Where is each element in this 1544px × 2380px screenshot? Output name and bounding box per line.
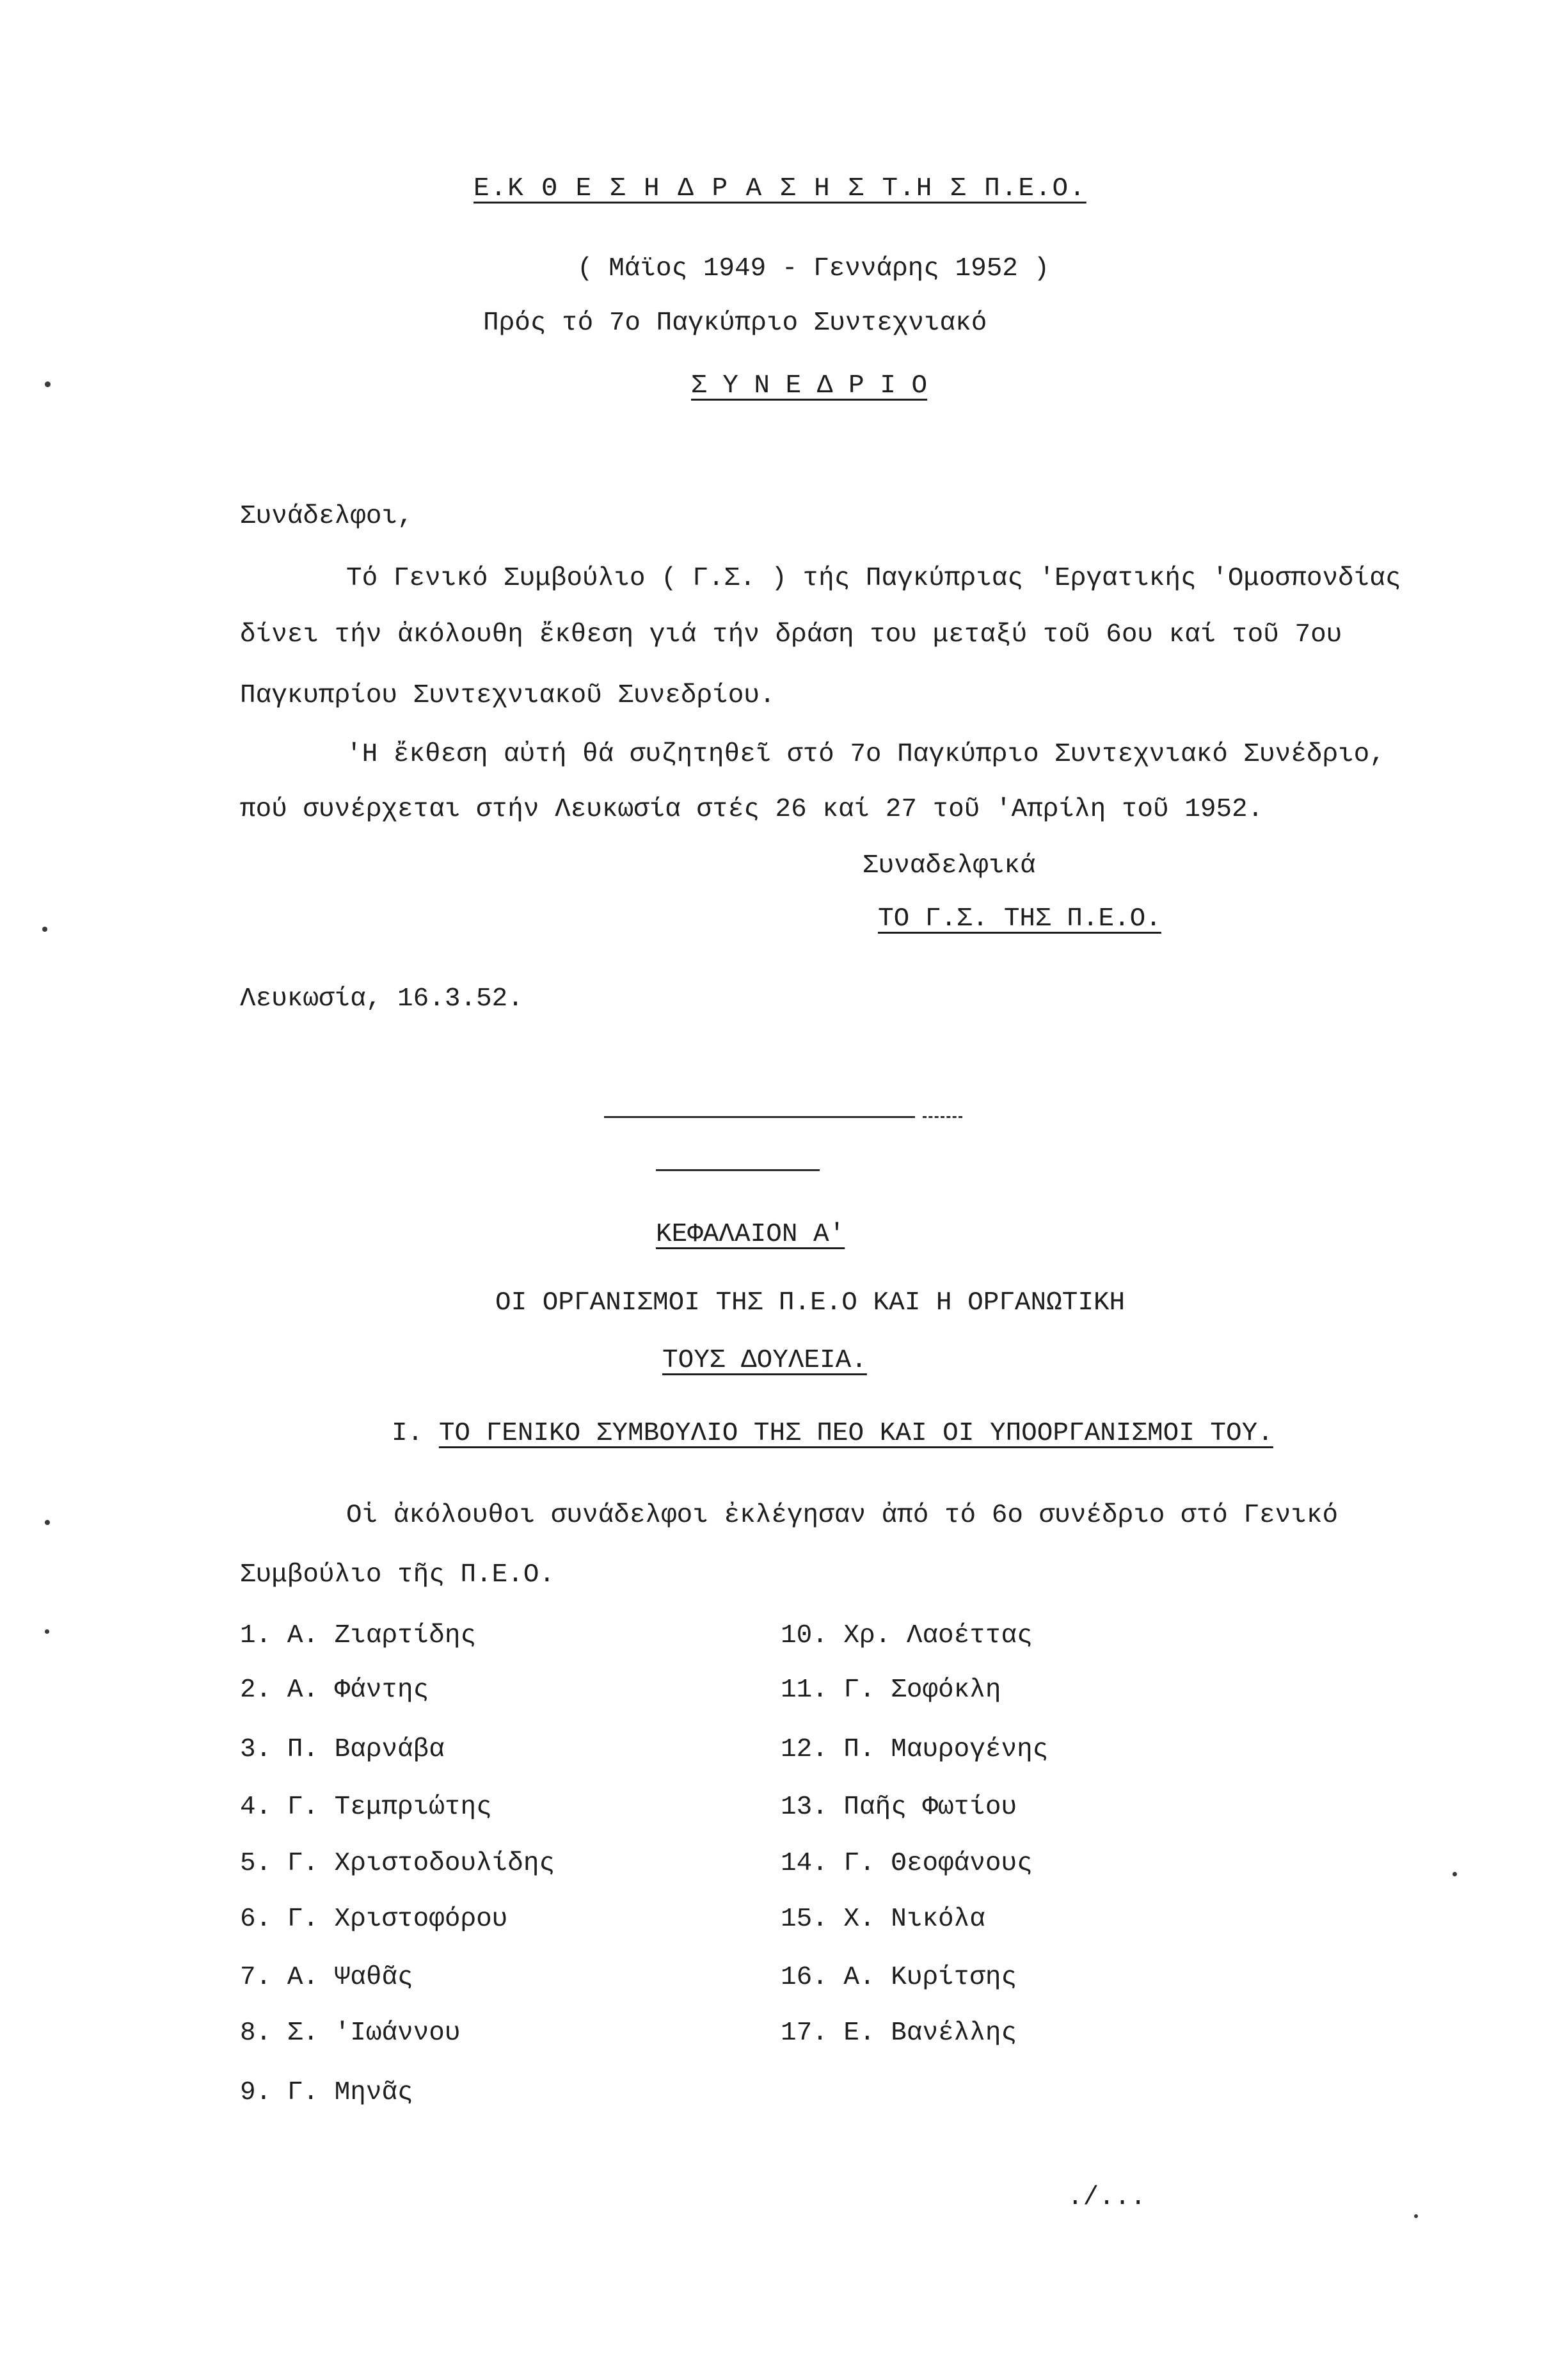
member-number: 4.	[240, 1793, 272, 1822]
member-name: Γ. Μηνᾶς	[287, 2078, 413, 2107]
member-list-item	[240, 1621, 476, 1650]
member-list-item	[781, 1675, 1001, 1705]
member-number: 1.	[240, 1621, 272, 1650]
member-list-item	[240, 1849, 555, 1878]
member-name: Χ. Νικόλα	[843, 1905, 985, 1934]
scan-speck	[1414, 2214, 1418, 2218]
member-list-item	[240, 1905, 507, 1934]
intro-line-1: Οἱ ἀκόλουθοι συνάδελφοι ἐκλέγησαν ἀπό τό 6ο συνέδριο στό Γενικό	[346, 1501, 1339, 1530]
report-title: Ε.Κ Θ Ε Σ Η Δ Ρ Α Σ Η Σ Τ.Η Σ Π.Ε.Ο.	[474, 174, 1086, 204]
member-list-item	[781, 1963, 1017, 1992]
member-number: 12.	[781, 1735, 828, 1764]
member-name: Γ. Σοφόκλη	[843, 1675, 1001, 1705]
member-list-item	[781, 1793, 1017, 1822]
section-number: Ι.	[392, 1419, 424, 1448]
chapter-title-line-2: ΤΟΥΣ ΔΟΥΛΕΙΑ.	[662, 1346, 867, 1375]
member-list-item	[781, 1905, 985, 1934]
member-list-item	[240, 2018, 460, 2048]
member-number: 16.	[781, 1963, 828, 1992]
member-name: Α. Ζιαρτίδης	[287, 1621, 477, 1650]
member-number: 10.	[781, 1621, 828, 1650]
scan-speck	[1452, 1872, 1457, 1876]
section-title: ΤΟ ΓΕΝΙΚΟ ΣΥΜΒΟΥΛΙΟ ΤΗΣ ΠΕΟ ΚΑΙ ΟΙ ΥΠΟΟΡΓΑΝΙΣΜΟΙ ΤΟΥ.	[438, 1419, 1273, 1448]
member-number: 14.	[781, 1849, 828, 1878]
member-list-item	[781, 1621, 1033, 1650]
scan-speck	[42, 927, 47, 932]
member-number: 13.	[781, 1793, 828, 1822]
body-line-4: 'Η ἔκθεση αὐτή θά συζητηθεῖ στό 7ο Παγκύπριο Συντεχνιακό Συνέδριο,	[346, 740, 1385, 769]
member-number: 7.	[240, 1963, 272, 1992]
scan-speck	[45, 1520, 50, 1525]
section-heading	[392, 1419, 1273, 1448]
member-list-item	[240, 1793, 492, 1822]
separator-rule	[604, 1116, 915, 1118]
member-number: 11.	[781, 1675, 828, 1705]
member-number: 15.	[781, 1905, 828, 1934]
member-name: Α. Ψαθᾶς	[287, 1963, 413, 1992]
report-period: ( Μάϊος 1949 - Γεννάρης 1952 )	[577, 254, 1050, 284]
member-name: Π. Βαρνάβα	[287, 1735, 445, 1764]
separator-dashes	[923, 1116, 962, 1118]
member-number: 8.	[240, 2018, 272, 2048]
signature: ΤΟ Γ.Σ. ΤΗΣ Π.Ε.Ο.	[878, 904, 1161, 934]
member-name: Γ. Τεμπριώτης	[287, 1793, 492, 1822]
intro-line-2: Συμβούλιο τῆς Π.Ε.Ο.	[240, 1560, 555, 1590]
report-addressee: Πρός τό 7ο Παγκύπριο Συντεχνιακό	[483, 308, 987, 338]
member-name: Α. Κυρίτσης	[843, 1963, 1017, 1992]
member-name: Παῆς Φωτίου	[843, 1793, 1017, 1822]
member-number: 9.	[240, 2078, 272, 2107]
continuation-marker: ./...	[1067, 2183, 1147, 2212]
member-list-item	[240, 2078, 413, 2107]
body-line-1: Τό Γενικό Συμβούλιο ( Γ.Σ. ) τής Παγκύπριας 'Εργατικής 'Ομοσπονδίας	[346, 564, 1401, 593]
member-name: Χρ. Λαοέττας	[843, 1621, 1033, 1650]
member-list-item	[240, 1963, 413, 1992]
member-list-item	[240, 1675, 429, 1705]
body-line-3: Παγκυπρίου Συντεχνιακοῦ Συνεδρίου.	[240, 681, 776, 710]
member-list-item	[240, 1735, 445, 1764]
member-number: 6.	[240, 1905, 272, 1934]
chapter-title-line-1: ΟΙ ΟΡΓΑΝΙΣΜΟΙ ΤΗΣ Π.Ε.Ο ΚΑΙ Η ΟΡΓΑΝΩΤΙΚΗ	[495, 1288, 1126, 1318]
place-date: Λευκωσία, 16.3.52.	[240, 984, 523, 1014]
member-name: Γ. Χριστοφόρου	[287, 1905, 508, 1934]
member-name: Ε. Βανέλλης	[843, 2018, 1017, 2048]
chapter-label: ΚΕΦΑΛΑΙΟΝ Α'	[656, 1220, 845, 1249]
member-list-item	[781, 1849, 1033, 1878]
member-list-item	[781, 1735, 1048, 1764]
member-name: Γ. Θεοφάνους	[843, 1849, 1033, 1878]
member-name: Γ. Χριστοδουλίδης	[287, 1849, 555, 1878]
short-separator-rule	[656, 1169, 820, 1171]
member-name: Π. Μαυρογένης	[843, 1735, 1049, 1764]
closing: Συναδελφικά	[863, 851, 1036, 881]
member-number: 17.	[781, 2018, 828, 2048]
body-line-2: δίνει τήν ἀκόλουθη ἔκθεση γιά τήν δράση του μεταξύ τοῦ 6ου καί τοῦ 7ου	[240, 620, 1342, 650]
member-name: Σ. 'Ιωάννου	[287, 2018, 461, 2048]
scan-speck	[45, 1629, 49, 1634]
member-number: 2.	[240, 1675, 272, 1705]
congress-heading: Σ Υ Ν Ε Δ Ρ Ι Ο	[691, 371, 928, 401]
member-number: 3.	[240, 1735, 272, 1764]
member-name: Α. Φάντης	[287, 1675, 429, 1705]
member-number: 5.	[240, 1849, 272, 1878]
body-line-5: πού συνέρχεται στήν Λευκωσία στές 26 καί 27 τοῦ 'Απρίλη τοῦ 1952.	[240, 795, 1264, 824]
scan-speck	[45, 381, 51, 387]
salutation: Συνάδελφοι,	[240, 502, 413, 531]
member-list-item	[781, 2018, 1017, 2048]
